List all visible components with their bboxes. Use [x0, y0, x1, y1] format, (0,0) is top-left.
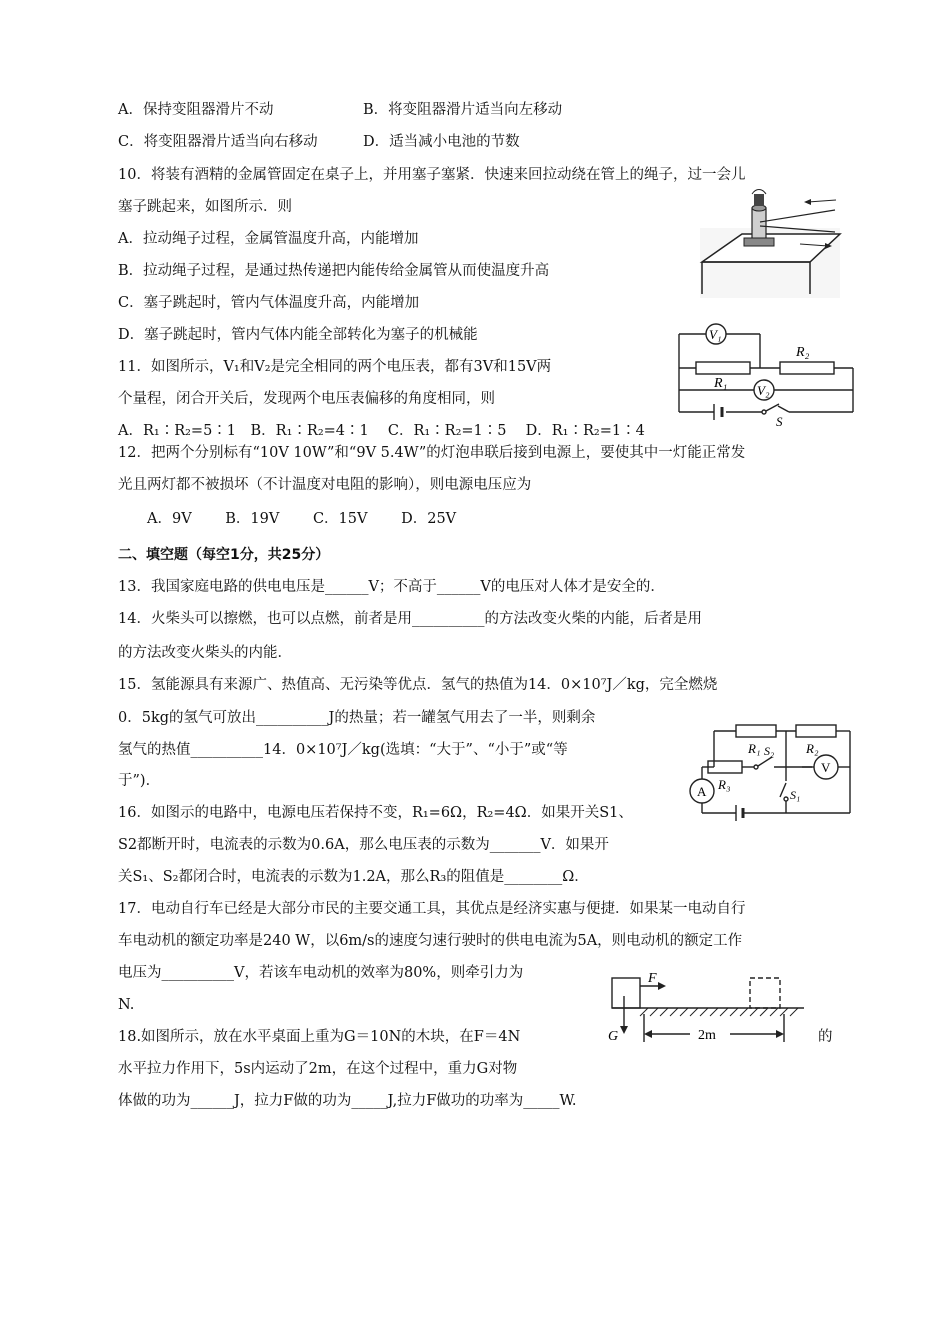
q11-r1-label: R₁ — [714, 376, 728, 391]
q18-line-2: 水平拉力作用下，5s内运动了2m，在这个过程中，重力G对物 — [118, 1061, 518, 1077]
q18-distance-label: 2m — [698, 1028, 716, 1043]
q16-r2-label: R₂ — [806, 741, 819, 756]
q15-line-4: 于”)． — [118, 773, 161, 789]
q17-line-1: 17．电动自行车已经是大部分市民的主要交通工具，其优点是经济实惠与便捷．如果某一电动自行 — [118, 901, 746, 917]
q17-line-4: N. — [118, 997, 135, 1013]
q11-stem-1: 11．如图所示，V₁和V₂是完全相同的两个电压表，都有3V和15V两 — [118, 359, 552, 375]
metal-tube-figure — [700, 188, 840, 298]
q15-line-3: 氢气的热值__________14．0×10⁷J／kg(选填：“大于”、“小于”或“等 — [118, 742, 568, 758]
q10-stem-1: 10．将装有酒精的金属管固定在桌子上，并用塞子塞紧．快速来回拉动绕在管上的绳子，过一会儿 — [118, 167, 746, 183]
q18-line-1-end: 的 — [818, 1029, 833, 1045]
q12-stem-2: 光且两灯都不被损坏（不计温度对电阻的影响），则电源电压应为 — [118, 477, 532, 493]
q15-line-1: 15．氢能源具有来源广、热值高、无污染等优点．氢气的热值为14．0×10⁷J／kg，完全燃烧 — [118, 677, 718, 693]
q11-stem-2: 个量程，闭合开关后，发现两个电压表偏移的角度相同，则 — [118, 391, 495, 407]
q16-line-3: 关S₁、S₂都闭合时，电流表的示数为1.2A，那么R₃的阻值是________Ω． — [118, 869, 589, 885]
q12-stem-1: 12．把两个分别标有“10V 10W”和“9V 5.4W”的灯泡串联后接到电源上，要使其中一灯能正常发 — [118, 445, 746, 461]
q17-line-2: 车电动机的额定功率是240 W，以6m/s的速度匀速行驶时的供电电流为5A，则电动机的额定工作 — [118, 933, 743, 949]
q9-option-d: D．适当减小电池的节数 — [363, 134, 520, 150]
q18-gravity-label: G — [608, 1029, 619, 1044]
q9-option-a: A．保持变阻器滑片不动 — [118, 102, 274, 118]
q14-line-1: 14．火柴头可以擦燃，也可以点燃，前者是用__________的方法改变火柴的内能，后者是用 — [118, 611, 702, 627]
q16-line-1: 16．如图示的电路中，电源电压若保持不变，R₁=6Ω，R₂=4Ω．如果开关S1、 — [118, 805, 633, 821]
q16-r1-label: R₁ — [748, 741, 761, 756]
q11-r2-label: R₂ — [796, 345, 810, 360]
q10-option-d: D．塞子跳起时，管内气体内能全部转化为塞子的机械能 — [118, 327, 478, 343]
q10-option-b: B．拉动绳子过程，是通过热传递把内能传给金属管从而使温度升高 — [118, 263, 550, 279]
q16-ammeter-label: A — [697, 784, 707, 799]
q18-line-1: 18.如图所示，放在水平桌面上重为G＝10N的木块，在F＝4N — [118, 1029, 521, 1045]
q10-stem-2: 塞子跳起来，如图所示．则 — [118, 199, 292, 215]
q16-voltmeter-label: V — [821, 760, 831, 775]
q16-s1-label: S₁ — [790, 788, 801, 802]
q9-option-b: B．将变阻器滑片适当向左移动 — [363, 102, 563, 118]
q16-r3-label: R₃ — [718, 777, 731, 792]
q13-text: 13．我国家庭电路的供电电压是______V；不高于______V的电压对人体才是安全的． — [118, 579, 665, 595]
q16-s2-label: S₂ — [764, 744, 775, 758]
q15-line-2: 0．5kg的氢气可放出__________J的热量；若一罐氢气用去了一半，则剩余 — [118, 710, 596, 726]
q11-circuit-figure — [676, 320, 856, 429]
q11-v2-label: V₂ — [757, 383, 770, 398]
q10-option-a: A．拉动绳子过程，金属管温度升高，内能增加 — [118, 231, 419, 247]
q12-options: A．9V B．19V C．15V D．25V — [147, 511, 457, 527]
q11-s-label: S — [776, 414, 783, 429]
q11-v1-label: V₁ — [709, 327, 722, 342]
q18-block-figure — [604, 966, 804, 1050]
q18-line-3: 体做的功为______J，拉力F做的功为_____J,拉力F做功的功率为_____W. — [118, 1093, 577, 1109]
q9-option-c: C．将变阻器滑片适当向右移动 — [118, 134, 318, 150]
q16-line-2: S2都断开时，电流表的示数为0.6A，那么电压表的示数为_______V．如果开 — [118, 837, 609, 853]
q17-line-3: 电压为__________V，若该车电动机的效率为80%，则牵引力为 — [118, 965, 524, 981]
section-title: 二、填空题（每空1分，共25分） — [118, 547, 330, 563]
q10-option-c: C．塞子跳起时，管内气体温度升高，内能增加 — [118, 295, 420, 311]
q11-options: A．R₁∶R₂=5∶1 B．R₁∶R₂=4∶1 C．R₁∶R₂=1∶5 D．R₁∶R₂=1∶4 — [118, 423, 645, 439]
q16-circuit-figure — [684, 719, 856, 833]
q18-force-label: F — [648, 971, 657, 986]
q14-line-2: 的方法改变火柴头的内能． — [118, 645, 292, 661]
